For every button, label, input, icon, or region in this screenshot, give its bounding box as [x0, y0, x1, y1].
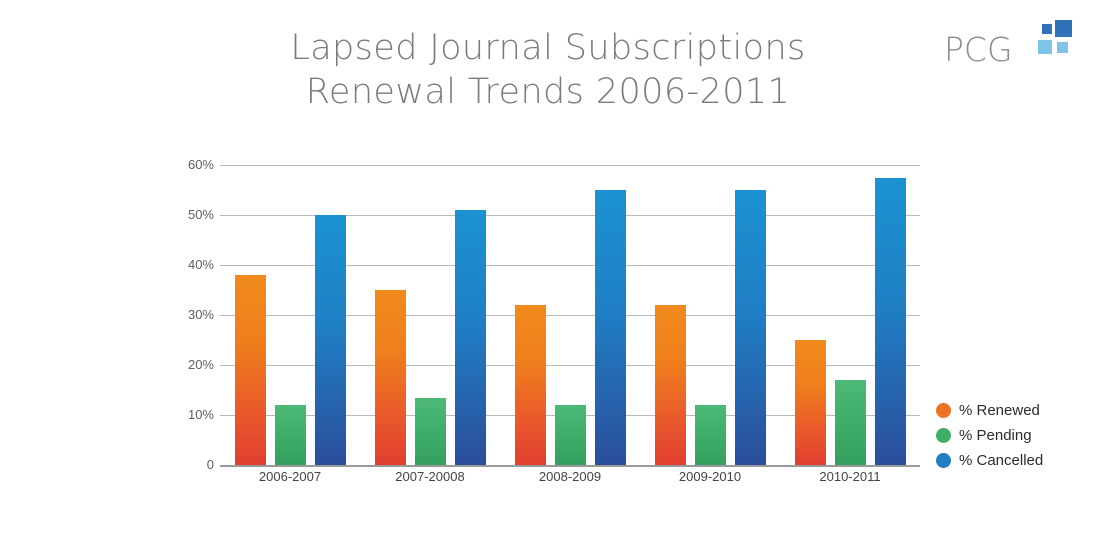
logo-square-icon: [1057, 42, 1068, 53]
x-axis-tick-label: 2010-2011: [819, 469, 881, 484]
y-axis-tick-label: 30%: [187, 307, 214, 322]
logo-square-icon: [1042, 24, 1052, 34]
x-axis-tick-label: 2006-2007: [258, 469, 322, 484]
logo-wordmark: PCG: [944, 30, 1013, 69]
page-title-line-2: Renewal Trends 2006-2011: [305, 72, 791, 112]
bar-group: [508, 165, 632, 465]
y-axis-tick-label: 20%: [187, 357, 214, 372]
y-axis-tick-label: 0: [206, 457, 214, 472]
legend-item[interactable]: [936, 423, 1086, 448]
bar-groups: [220, 165, 920, 465]
bar-renewed: [655, 305, 686, 465]
bar-group: [368, 165, 492, 465]
x-axis-tick-label: 2009-2010: [678, 469, 742, 484]
legend-swatch-icon: [936, 403, 951, 418]
logo-square-icon: [1055, 20, 1072, 37]
y-axis-tick-label: 50%: [187, 207, 214, 222]
logo-square-icon: [1038, 40, 1052, 54]
legend-swatch-icon: [936, 428, 951, 443]
bar-pending: [835, 380, 866, 465]
bar-group: [788, 165, 912, 465]
legend-item[interactable]: [936, 398, 1086, 423]
chart-legend: [936, 398, 1086, 473]
x-axis-labels: [220, 469, 920, 484]
pcg-logo: [944, 20, 1074, 80]
x-axis-tick-label: 2008-2009: [538, 469, 602, 484]
bar-group: [648, 165, 772, 465]
bar-pending: [555, 405, 586, 465]
legend-item-label: % Cancelled: [959, 452, 1044, 469]
bar-cancelled: [595, 190, 626, 465]
x-axis-tick-label: 2007-20008: [395, 469, 465, 484]
y-axis-tick-label: 10%: [187, 407, 214, 422]
bar-cancelled: [455, 210, 486, 465]
y-axis-tick-label: 60%: [187, 157, 214, 172]
legend-swatch-icon: [936, 453, 951, 468]
bar-chart: [160, 155, 920, 484]
legend-item[interactable]: [936, 448, 1086, 473]
bar-group: [228, 165, 352, 465]
bar-cancelled: [875, 178, 906, 466]
bar-pending: [695, 405, 726, 465]
bar-renewed: [795, 340, 826, 465]
page-title-line-1: Lapsed Journal Subscriptions: [290, 28, 806, 68]
bar-pending: [275, 405, 306, 465]
legend-item-label: % Pending: [959, 427, 1032, 444]
legend-item-label: % Renewed: [959, 402, 1040, 419]
bar-pending: [415, 398, 446, 466]
bar-renewed: [375, 290, 406, 465]
y-axis-tick-label: 40%: [187, 257, 214, 272]
page-title: [0, 26, 1096, 114]
bar-renewed: [515, 305, 546, 465]
bar-cancelled: [315, 215, 346, 465]
bar-cancelled: [735, 190, 766, 465]
bar-renewed: [235, 275, 266, 465]
